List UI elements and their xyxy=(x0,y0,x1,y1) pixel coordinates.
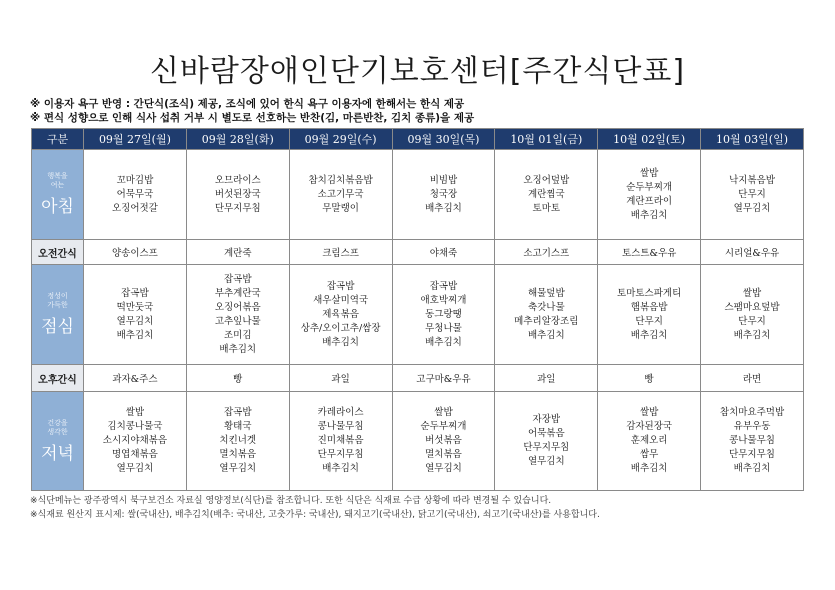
notes xyxy=(30,97,474,125)
lunch-cell xyxy=(289,265,392,365)
menu-item: 진미채볶음 xyxy=(317,435,364,447)
menu-item: 쌈무 xyxy=(639,449,659,461)
breakfast-label xyxy=(32,149,84,239)
menu-item: 순두부찌개 xyxy=(626,181,673,193)
dinner-cell xyxy=(495,392,598,491)
menu-item: 계란찜국 xyxy=(527,188,565,200)
menu-item: 김치콩나물국 xyxy=(107,421,163,433)
breakfast-cell xyxy=(186,149,289,239)
breakfast-cell xyxy=(289,149,392,239)
dinner-cell xyxy=(701,392,804,491)
menu-item: 제육볶음 xyxy=(322,308,359,320)
menu-item: 치킨너겟 xyxy=(219,435,257,447)
menu-item: 열무김치 xyxy=(527,456,565,468)
am-snack-cell: 시리얼&우유 xyxy=(701,240,804,265)
menu-item: 순두부찌개 xyxy=(420,421,467,433)
menu-item: 쌀밥 xyxy=(742,287,762,299)
pm-snack-cell: 고구마&우유 xyxy=(392,365,495,392)
menu-item: 콩나물무침 xyxy=(729,435,775,447)
menu-item: 버섯된장국 xyxy=(214,188,261,200)
menu-item: 단무지 xyxy=(738,315,766,327)
menu-item: 배추김치 xyxy=(733,463,771,475)
menu-item: 열무김치 xyxy=(116,315,154,327)
am-snack-cell: 소고기스프 xyxy=(495,240,598,265)
menu-item: 배추김치 xyxy=(630,329,668,341)
header-day: 09월 29일(수) xyxy=(289,129,392,150)
menu-item: 부추계란국 xyxy=(214,287,261,299)
menu-item: 햄볶음밥 xyxy=(630,301,668,313)
breakfast-row xyxy=(32,149,804,239)
menu-item: 해물덮밥 xyxy=(527,287,565,299)
menu-item: 소고기무국 xyxy=(317,188,364,200)
menu-item: 단무지무침 xyxy=(729,449,775,461)
menu-item: 배추김치 xyxy=(425,202,462,214)
menu-item: 단무지 xyxy=(738,188,766,200)
menu-item: 훈제오리 xyxy=(630,435,668,447)
lunch-cell xyxy=(598,265,701,365)
dinner-cell xyxy=(84,392,187,491)
title-main: 신바람장애인단기보호센터 xyxy=(149,54,510,89)
note-line: ※ 편식 성향으로 인해 식사 섭취 거부 시 별도로 선호하는 반찬(김, 마른반찬, 김치 종류)을 제공 xyxy=(30,112,475,124)
menu-item: 배추김치 xyxy=(733,329,771,341)
dinner-cell xyxy=(598,392,701,491)
breakfast-cell xyxy=(392,149,495,239)
lunch-cell xyxy=(84,265,187,365)
menu-item: 멸치볶음 xyxy=(219,449,257,461)
menu-item: 참치마요주먹밥 xyxy=(719,407,785,419)
am-snack-label: 오전간식 xyxy=(32,240,84,265)
menu-item: 버섯볶음 xyxy=(425,435,462,447)
pm-snack-row xyxy=(32,365,804,392)
menu-item: 단무지 xyxy=(635,315,663,327)
dinner-tag: 건강을 xyxy=(47,418,68,427)
pm-snack-cell: 과일 xyxy=(289,365,392,392)
menu-item: 축갓나물 xyxy=(527,301,565,313)
menu-item: 명엽채볶음 xyxy=(111,449,158,461)
menu-item: 조미김 xyxy=(224,329,252,341)
menu-item: 열무김치 xyxy=(116,463,154,475)
lunch-cell xyxy=(392,265,495,365)
breakfast-cell xyxy=(598,149,701,239)
menu-item: 무청나물 xyxy=(425,322,462,334)
menu-item: 토마토 xyxy=(532,202,561,214)
header-day: 09월 28일(화) xyxy=(186,129,289,150)
am-snack-row xyxy=(32,240,804,265)
menu-item: 배추김치 xyxy=(425,336,462,348)
pm-snack-cell: 빵 xyxy=(186,365,289,392)
menu-item: 카레라이스 xyxy=(317,407,364,419)
breakfast-title: 아침 xyxy=(41,197,74,218)
menu-item: 배추김치 xyxy=(630,463,668,475)
menu-item: 잡곡밥 xyxy=(224,273,252,285)
dinner-cell xyxy=(186,392,289,491)
pm-snack-cell: 빵 xyxy=(598,365,701,392)
menu-item: 꼬마김밥 xyxy=(116,174,154,186)
menu-item: 열무김치 xyxy=(425,463,462,475)
title-sub: [주간식단표] xyxy=(509,54,686,89)
menu-item: 잡곡밥 xyxy=(326,280,355,292)
menu-item: 쌀밥 xyxy=(639,167,659,179)
menu-item: 열무김치 xyxy=(733,202,771,214)
lunch-tag: 가득한 xyxy=(47,301,68,310)
menu-item: 잡곡밥 xyxy=(429,280,458,292)
menu-item: 황태국 xyxy=(224,421,252,433)
menu-item: 쌀밥 xyxy=(434,407,453,419)
menu-item: 오징어덮밥 xyxy=(523,174,570,186)
menu-item: 단무지무침 xyxy=(214,202,261,214)
menu-item: 스팸마요덮밥 xyxy=(724,301,780,313)
menu-item: 자장밥 xyxy=(532,414,561,426)
menu-item: 배추김치 xyxy=(630,209,668,221)
menu-item: 쌀밥 xyxy=(639,407,659,419)
header-day: 10월 02일(토) xyxy=(598,129,701,150)
breakfast-tag: 여는 xyxy=(50,181,65,190)
lunch-title: 점심 xyxy=(41,317,74,338)
menu-item: 잡곡밥 xyxy=(121,287,149,299)
menu-item: 메추리알장조림 xyxy=(514,315,579,327)
menu-item: 오징어젓갈 xyxy=(111,202,158,214)
am-snack-cell: 야채죽 xyxy=(392,240,495,265)
pm-snack-cell: 라면 xyxy=(701,365,804,392)
menu-item: 멸치볶음 xyxy=(425,449,462,461)
am-snack-cell: 양송이스프 xyxy=(84,240,187,265)
note-line: ※ 이용자 욕구 반영 : 간단식(조식) 제공, 조식에 있어 한식 욕구 이용자에 한해서는 한식 제공 xyxy=(30,98,465,110)
menu-item: 단무지무침 xyxy=(523,442,570,454)
dinner-title: 저녁 xyxy=(41,443,74,464)
header-gubun: 구분 xyxy=(32,129,84,150)
menu-item: 잡곡밥 xyxy=(224,407,252,419)
lunch-cell xyxy=(495,265,598,365)
footer-line: ※식단메뉴는 광주광역시 북구보건소 자료실 영양정보(식단)를 참조합니다. 또한 식단은 식재료 수급 상황에 따라 변경될 수 있습니다. xyxy=(30,496,552,506)
am-snack-cell: 토스트&우유 xyxy=(598,240,701,265)
pm-snack-cell: 과자&주스 xyxy=(84,365,187,392)
page-title xyxy=(0,46,835,90)
menu-item: 어묵볶음 xyxy=(527,428,565,440)
dinner-tag: 생각한 xyxy=(47,427,68,436)
footer-notes xyxy=(30,494,600,522)
menu-item: 소시지야채볶음 xyxy=(102,435,168,447)
footer-line: ※식재료 원산지 표시제: 쌀(국내산), 배추김치(배추: 국내산, 고춧가루: 국내산), 돼지고기(국내산), 닭고기(국내산), 쇠고기(국내산)를 사용합니다. xyxy=(30,510,600,520)
header-day: 09월 30일(목) xyxy=(392,129,495,150)
menu-item: 배추김치 xyxy=(219,343,257,355)
menu-item: 새우살미역국 xyxy=(313,294,369,306)
menu-item: 어묵무국 xyxy=(116,188,154,200)
menu-item: 쌀밥 xyxy=(125,407,145,419)
header-day: 10월 03일(일) xyxy=(701,129,804,150)
menu-item: 열무김치 xyxy=(219,463,257,475)
menu-item: 오므라이스 xyxy=(214,174,261,186)
dinner-label xyxy=(32,392,84,491)
lunch-row xyxy=(32,265,804,365)
breakfast-cell xyxy=(84,149,187,239)
menu-item: 배추김치 xyxy=(322,336,359,348)
lunch-label xyxy=(32,265,84,365)
menu-item: 배추김치 xyxy=(322,463,359,475)
breakfast-cell xyxy=(701,149,804,239)
menu-item: 배추김치 xyxy=(116,329,154,341)
header-day: 09월 27일(월) xyxy=(84,129,187,150)
dinner-row xyxy=(32,392,804,491)
header-row xyxy=(32,129,804,150)
pm-snack-cell: 과일 xyxy=(495,365,598,392)
menu-item: 감자된장국 xyxy=(626,421,673,433)
menu-item: 떡만둣국 xyxy=(116,301,154,313)
menu-item: 동그랑땡 xyxy=(425,308,462,320)
lunch-tag: 정성이 xyxy=(47,292,68,301)
menu-item: 계란프라이 xyxy=(626,195,673,207)
lunch-cell xyxy=(186,265,289,365)
weekly-menu-table xyxy=(31,128,804,491)
menu-item: 콩나물무침 xyxy=(317,421,364,433)
lunch-cell xyxy=(701,265,804,365)
menu-item: 단무지무침 xyxy=(317,449,364,461)
menu-item: 무말랭이 xyxy=(322,202,359,214)
menu-item: 청국장 xyxy=(429,188,458,200)
am-snack-cell: 계란죽 xyxy=(186,240,289,265)
menu-item: 유부우동 xyxy=(733,421,771,433)
am-snack-cell: 크림스프 xyxy=(289,240,392,265)
pm-snack-label: 오후간식 xyxy=(32,365,84,392)
dinner-cell xyxy=(392,392,495,491)
breakfast-tag: 행복을 xyxy=(47,172,68,181)
breakfast-cell xyxy=(495,149,598,239)
menu-item: 비빔밥 xyxy=(429,174,458,186)
menu-item: 애호박찌개 xyxy=(420,294,467,306)
menu-item: 배추김치 xyxy=(527,329,565,341)
menu-item: 상추/오이고추/쌈장 xyxy=(300,322,381,334)
dinner-cell xyxy=(289,392,392,491)
menu-item: 오징어볶음 xyxy=(214,301,261,313)
menu-item: 토마토스파게티 xyxy=(617,287,682,299)
menu-item: 낙지볶음밥 xyxy=(729,174,775,186)
header-day: 10월 01일(금) xyxy=(495,129,598,150)
menu-item: 참치김치볶음밥 xyxy=(308,174,373,186)
menu-item: 고추잎나물 xyxy=(214,315,261,327)
